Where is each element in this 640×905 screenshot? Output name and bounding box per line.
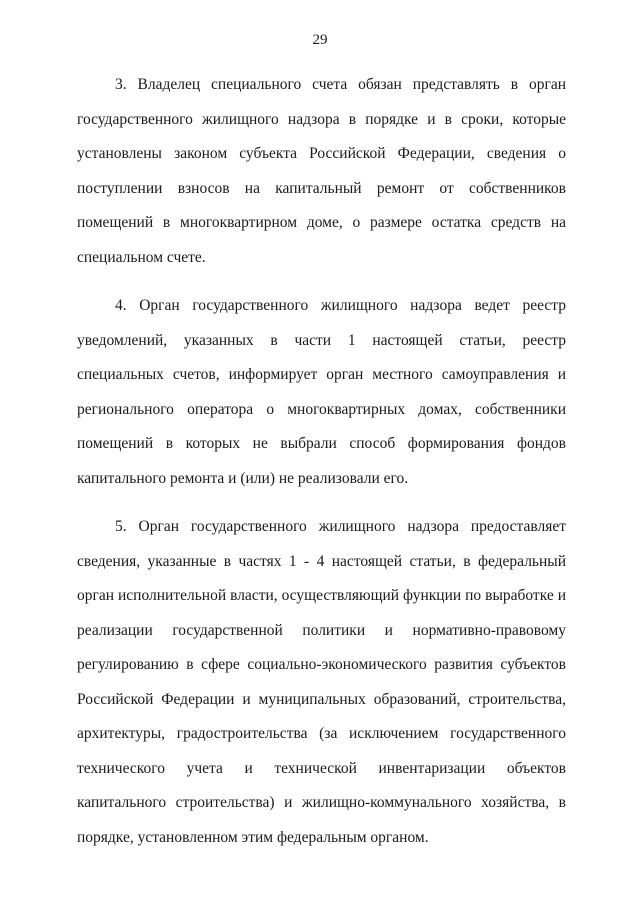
paragraph-3: 3. Владелец специального счета обязан представлять в орган государственного жилищного надзора в порядке и в сроки, которые установлены законом субъекта Российской Федерации, сведения о поступлении взносов на капитальный ремонт от собственников помещений в многоквартирном доме, о размере остатка средств на специальном счете. xyxy=(77,76,566,266)
paragraph-4: 4. Орган государственного жилищного надзора ведет реестр уведомлений, указанных в части 1 настоящей статьи, реестр специальных счетов, информирует орган местного самоуправления и регионального оператора о многоквартирных домах, собственники помещений в которых не выбрали способ формирования фондов капитального ремонта и (или) не реализовали его. xyxy=(77,297,566,487)
document-body xyxy=(77,68,566,869)
paragraph-5: 5. Орган государственного жилищного надзора предоставляет сведения, указанные в частях 1 - 4 настоящей статьи, в федеральный орган исполнительной власти, осуществляющий функции по выработке и реализации государственной политики и нормативно-правовому регулированию в сфере социально-экономического развития субъектов Российской Федерации и муниципальных образований, строительства, архитектуры, градостроительства (за исключением государственного технического учета и технической инвентаризации объектов капитального строительства) и жилищно-коммунального хозяйства, в порядке, установленном этим федеральным органом. xyxy=(77,518,566,846)
page-number: 29 xyxy=(312,32,328,48)
